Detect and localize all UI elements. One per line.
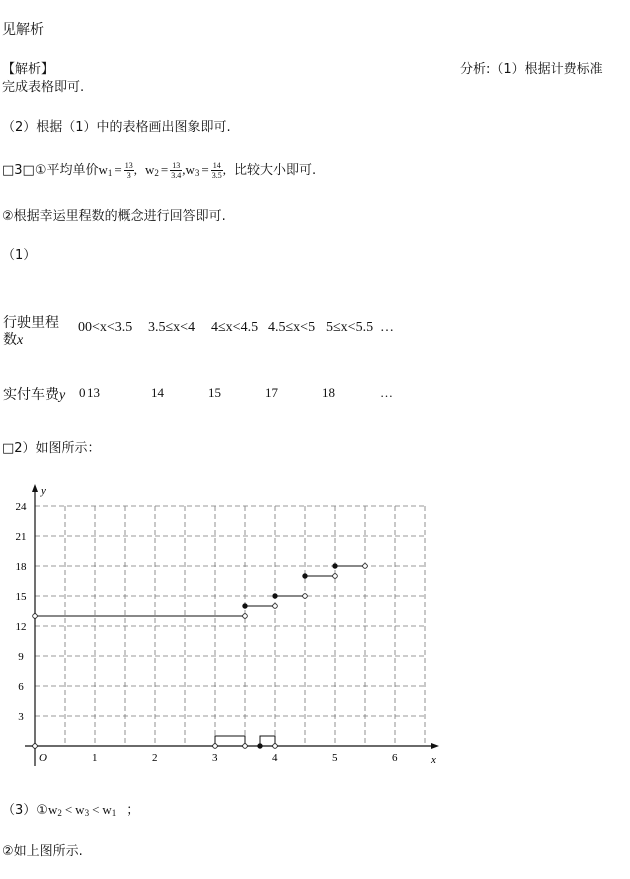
table-row2-cell: 0	[79, 385, 86, 400]
step-start-point	[333, 564, 338, 569]
y-tick-label: 24	[15, 501, 27, 513]
y-tick-label: 12	[15, 621, 27, 633]
table-row1-cell: …	[380, 320, 394, 335]
step-start-point	[243, 604, 248, 609]
x-axis-arrow	[431, 743, 439, 749]
step-end-point	[303, 594, 308, 599]
y-tick-label: 15	[15, 591, 27, 603]
analysis-step-2: （2）根据（1）中的表格画出图象即可.	[2, 120, 231, 135]
table-row1-label-cont: 数x	[3, 332, 24, 348]
x-tick-label: 1	[92, 752, 98, 764]
less-than-sign: <	[64, 802, 73, 817]
lucky-interval-start	[258, 744, 263, 749]
x-tick-label: 2	[152, 752, 158, 764]
table-row1-cell: 4≤x<4.5	[211, 320, 259, 335]
y-tick-label: 3	[18, 711, 24, 723]
part2-label: □2）如图所示：	[2, 441, 101, 456]
w3-symbol: $w_3$	[185, 162, 200, 178]
part3-answer	[2, 800, 139, 820]
analysis-tag: 【解析】	[2, 62, 55, 77]
table-row2-label: 实付车费y	[3, 387, 66, 403]
fraction-w1: $\frac{13}{3}$	[124, 161, 133, 180]
table-row2-cell: 13	[87, 385, 100, 400]
table-row1-cell: 3.5≤x<4	[148, 320, 196, 335]
table-row2-cell: 17	[265, 385, 278, 400]
table-row1-cell: 5≤x<5.5	[326, 320, 374, 335]
lucky-interval-end	[273, 744, 278, 749]
x-tick-label: 5	[332, 752, 338, 764]
final-note: ②如上图所示.	[2, 844, 83, 859]
equals-sign: =	[160, 162, 169, 177]
table-row1-label: 行驶里程	[3, 315, 59, 331]
w1-symbol: $w_1$	[102, 802, 117, 818]
x-tick-label: 3	[212, 752, 218, 764]
w2-symbol: $w_2$	[47, 802, 62, 818]
semicolon: ；	[126, 802, 140, 817]
table-row1-cell: 00<x<3.5	[78, 320, 133, 335]
lucky-interval	[260, 736, 275, 746]
step-fare-chart	[0, 478, 630, 788]
comma: ,	[222, 162, 226, 177]
answer-see: 见解析	[2, 22, 44, 38]
y-tick-label: 9	[18, 651, 24, 663]
lucky-interval-start	[213, 744, 218, 749]
fraction-w3: $\frac{14}{3.5}$	[211, 161, 222, 180]
part1-label: （1）	[2, 248, 37, 263]
w2-symbol: $w_2$	[144, 162, 159, 178]
w3-symbol: $w_3$	[75, 802, 90, 818]
table-row2-cell: …	[380, 385, 393, 400]
analysis-intro-cont: 完成表格即可.	[2, 80, 85, 95]
less-than-sign: <	[92, 802, 100, 817]
step-start-point	[273, 594, 278, 599]
x-tick-label: 4	[272, 752, 278, 764]
equals-sign: =	[201, 162, 209, 177]
w1-symbol: $w_1$	[98, 162, 113, 178]
table-row2-cell: 15	[208, 385, 221, 400]
equals-sign: =	[114, 162, 122, 177]
x-axis-label: x	[431, 754, 436, 766]
step-start-point	[303, 574, 308, 579]
lucky-interval	[215, 736, 245, 746]
y-axis-arrow	[32, 484, 38, 492]
table-row2-cell: 14	[151, 385, 164, 400]
analysis-step-3	[2, 155, 316, 185]
step3-prefix: □3□①平均单价	[2, 163, 99, 178]
origin-label: O	[39, 752, 47, 764]
analysis-step-4: ②根据幸运里程数的概念进行回答即可.	[2, 209, 226, 224]
analysis-intro: 分析:（1）根据计费标准	[460, 62, 603, 77]
lucky-interval-end	[243, 744, 248, 749]
part3-prefix: （3）①	[2, 803, 48, 818]
table-row2-cell: 18	[322, 385, 335, 400]
step-start-point	[33, 614, 38, 619]
y-axis-label: y	[41, 485, 46, 497]
y-tick-label: 6	[18, 681, 24, 693]
origin-point	[33, 744, 38, 749]
step-end-point	[273, 604, 278, 609]
y-tick-label: 21	[15, 531, 27, 543]
step3-suffix: 比较大小即可.	[233, 163, 317, 178]
step-end-point	[333, 574, 338, 579]
step-end-point	[363, 564, 368, 569]
table-row1-cell: 4.5≤x<5	[268, 320, 316, 335]
x-tick-label: 6	[392, 752, 398, 764]
y-tick-label: 18	[15, 561, 27, 573]
step-end-point	[243, 614, 248, 619]
comma: ,	[133, 162, 137, 177]
fraction-w2: $\frac{13}{3.4}$	[171, 161, 182, 180]
comma: ,	[182, 162, 186, 177]
